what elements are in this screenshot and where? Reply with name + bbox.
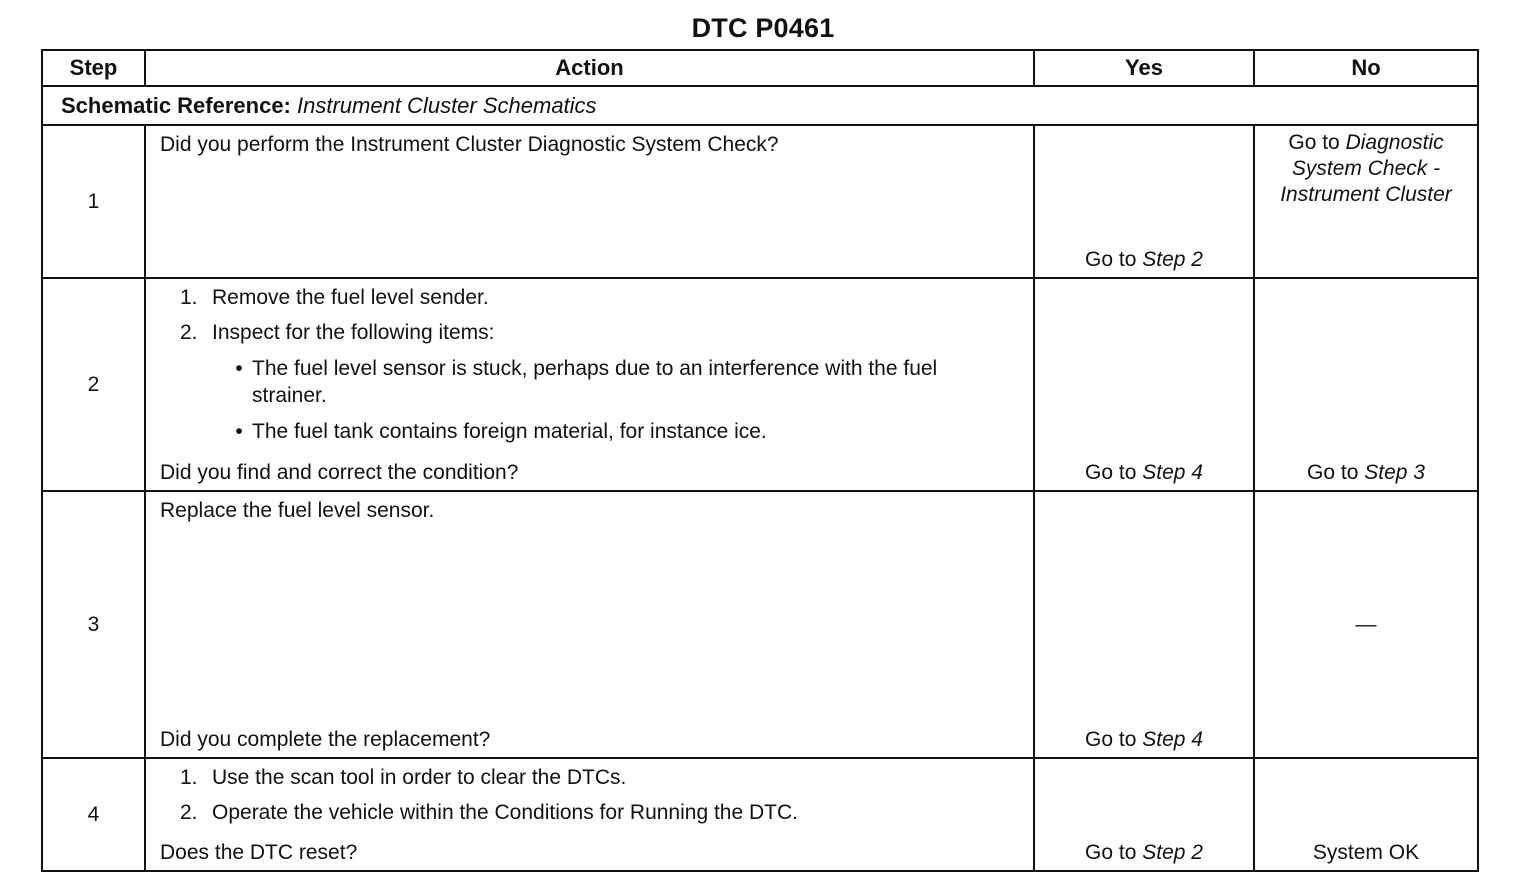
no-cell: [1254, 758, 1478, 871]
diagnostic-table: [41, 49, 1479, 872]
bullet-item: • The fuel level sensor is stuck, perhaps due to an interference with the fuel strainer.: [160, 355, 1023, 409]
bullet-icon: •: [235, 420, 243, 443]
yes-target-link[interactable]: Step 2: [1142, 248, 1203, 271]
list-item: 2. Inspect for the following items:: [180, 321, 495, 344]
yes-cell: [1034, 758, 1254, 871]
table-row-step-3: [42, 491, 1478, 758]
no-cell: [1254, 125, 1478, 278]
action-question: Did you find and correct the condition?: [160, 461, 519, 484]
yes-prefix: Go to: [1085, 728, 1137, 751]
no-prefix: Go to: [1288, 131, 1340, 154]
yes-prefix: Go to: [1085, 841, 1137, 864]
yes-cell: [1034, 125, 1254, 278]
action-cell: [145, 491, 1034, 758]
bullet-icon: •: [235, 357, 243, 380]
header-action: Action: [145, 50, 1034, 86]
list-item: 2. Operate the vehicle within the Conditions for Running the DTC.: [180, 801, 798, 824]
no-prefix: Go to: [1307, 461, 1359, 484]
table-row-step-1: [42, 125, 1478, 278]
table-row-step-4: [42, 758, 1478, 871]
no-cell: [1254, 491, 1478, 758]
no-target-link[interactable]: Step 3: [1364, 461, 1425, 484]
table-row-step-2: [42, 278, 1478, 491]
step-number: 2: [42, 278, 145, 491]
step-number: 1: [42, 125, 145, 278]
yes-prefix: Go to: [1085, 461, 1137, 484]
step-number: 4: [42, 758, 145, 871]
header-yes: Yes: [1034, 50, 1254, 86]
yes-target-link[interactable]: Step 2: [1142, 841, 1203, 864]
page-title: DTC P0461: [691, 13, 835, 43]
header-step: Step: [42, 50, 145, 86]
header-row: [42, 50, 1478, 86]
yes-cell: [1034, 278, 1254, 491]
schematic-reference-label: Schematic Reference:: [61, 92, 291, 118]
no-dash: —: [1355, 612, 1377, 636]
step-number: 3: [42, 491, 145, 758]
schematic-reference-row: [42, 86, 1478, 125]
bullet-item: • The fuel tank contains foreign material, for instance ice.: [160, 418, 1023, 445]
action-question: Did you complete the replacement?: [160, 728, 491, 751]
yes-target-link[interactable]: Step 4: [1142, 461, 1203, 484]
list-item: 1. Remove the fuel level sender.: [180, 286, 489, 309]
list-item: 1. Use the scan tool in order to clear the DTCs.: [180, 766, 627, 789]
yes-cell: [1034, 491, 1254, 758]
action-cell: [145, 758, 1034, 871]
schematic-reference: [42, 86, 1478, 125]
no-cell: [1254, 278, 1478, 491]
action-cell: [145, 278, 1034, 491]
action-cell: [145, 125, 1034, 278]
schematic-reference-link[interactable]: Instrument Cluster Schematics: [297, 92, 597, 118]
action-question: Does the DTC reset?: [160, 841, 358, 864]
action-text: Replace the fuel level sensor.: [160, 499, 435, 522]
yes-target-link[interactable]: Step 4: [1142, 728, 1203, 751]
no-target-link[interactable]: Diagnostic System Check - Instrument Cluster: [1280, 131, 1452, 206]
yes-prefix: Go to: [1085, 248, 1137, 271]
no-result: System OK: [1312, 841, 1420, 864]
header-no: No: [1254, 50, 1478, 86]
action-question: Did you perform the Instrument Cluster Diagnostic System Check?: [160, 133, 779, 156]
